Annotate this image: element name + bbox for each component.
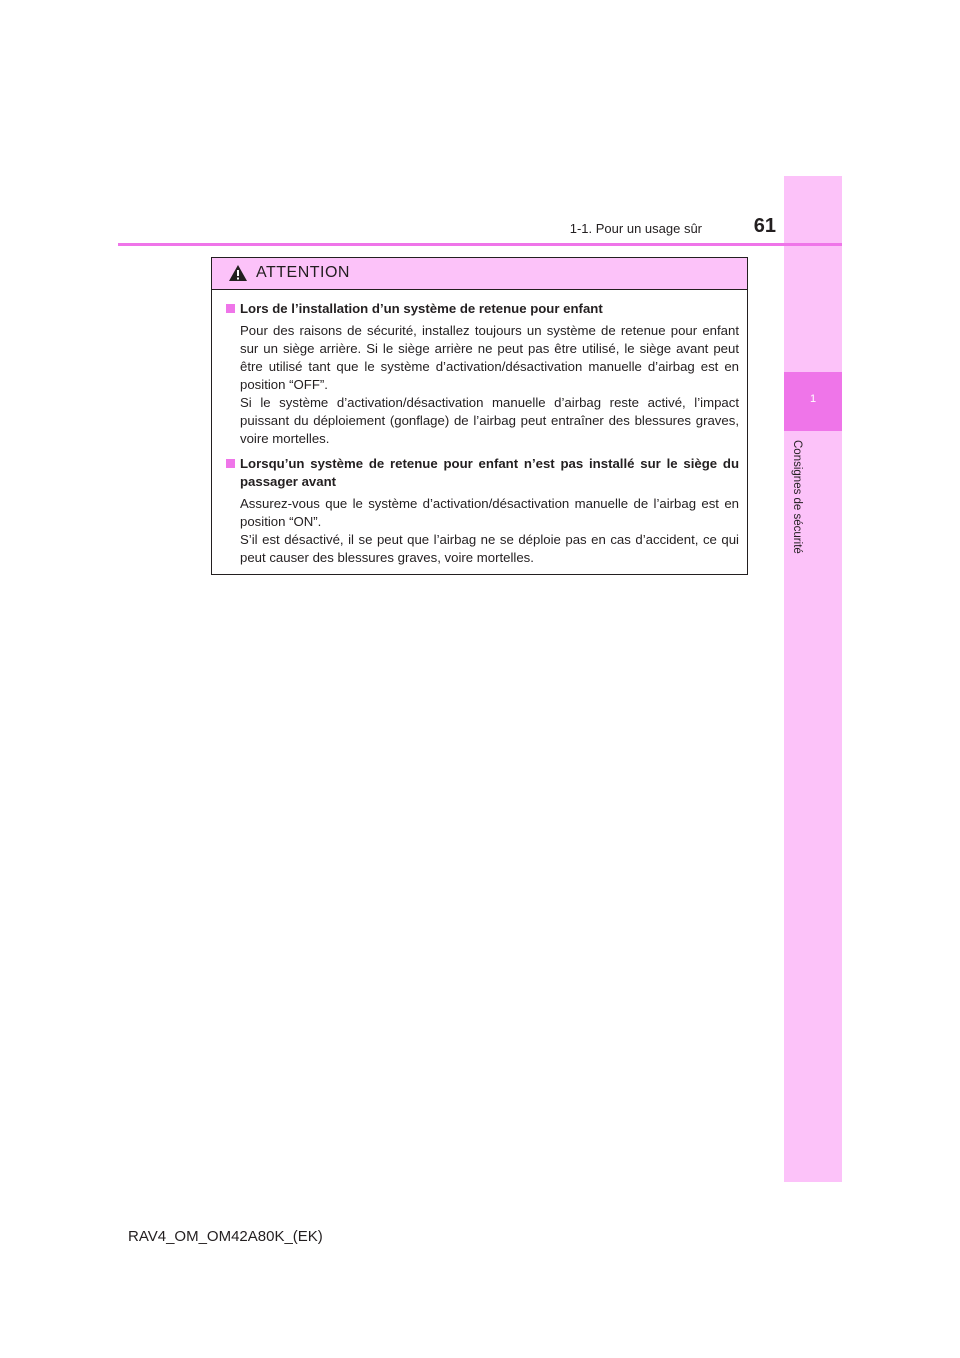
- chapter-label: Consignes de sécurité: [791, 440, 803, 554]
- caution-title: ATTENTION: [256, 264, 350, 281]
- paragraph: Assurez-vous que le système d’activation/désactivation manuelle de l’airbag est en position “ON”.: [240, 496, 739, 529]
- footer-document-code: RAV4_OM_OM42A80K_(EK): [128, 1228, 323, 1245]
- caution-item-heading: [226, 300, 739, 318]
- caution-item-heading-text: Lorsqu’un système de retenue pour enfant n’est pas installé sur le siège du passager avant: [240, 456, 739, 489]
- section-title: 1-1. Pour un usage sûr: [569, 221, 702, 236]
- caution-item-heading: [226, 455, 739, 491]
- paragraph: Si le système d’activation/désactivation manuelle d’airbag reste activé, l’impact puissant du déploiement (gonflage) de l’airbag peut entraîner des blessures graves, voire mortelles.: [240, 395, 739, 446]
- caution-header-content: [228, 263, 350, 283]
- chapter-side-band: [784, 176, 842, 1182]
- paragraph: S’il est désactivé, il se peut que l’airbag ne se déploie pas en cas d’accident, ce qui peut causer des blessures graves, voire mortelles.: [240, 532, 739, 565]
- chapter-number: 1: [809, 393, 817, 405]
- warning-triangle-icon: [228, 264, 248, 282]
- page-number: 61: [753, 215, 776, 237]
- square-bullet-icon: [226, 459, 235, 468]
- caution-header: [212, 258, 747, 290]
- square-bullet-icon: [226, 304, 235, 313]
- caution-item: [226, 455, 739, 567]
- caution-item-text: [226, 322, 739, 448]
- caution-item-text: [226, 495, 739, 567]
- caution-body: [212, 290, 747, 567]
- header-divider: [118, 243, 842, 246]
- paragraph: Pour des raisons de sécurité, installez toujours un système de retenue pour enfant sur un siège arrière. Si le siège arrière ne peut pas être utilisé, le siège avant peut être utilisé tant que le système d’activation/désactivation manuelle d’airbag est en position “OFF”.: [240, 323, 739, 392]
- caution-item: [226, 300, 739, 448]
- caution-item-heading-text: Lors de l’installation d’un système de retenue pour enfant: [240, 301, 603, 316]
- caution-box: [211, 257, 748, 575]
